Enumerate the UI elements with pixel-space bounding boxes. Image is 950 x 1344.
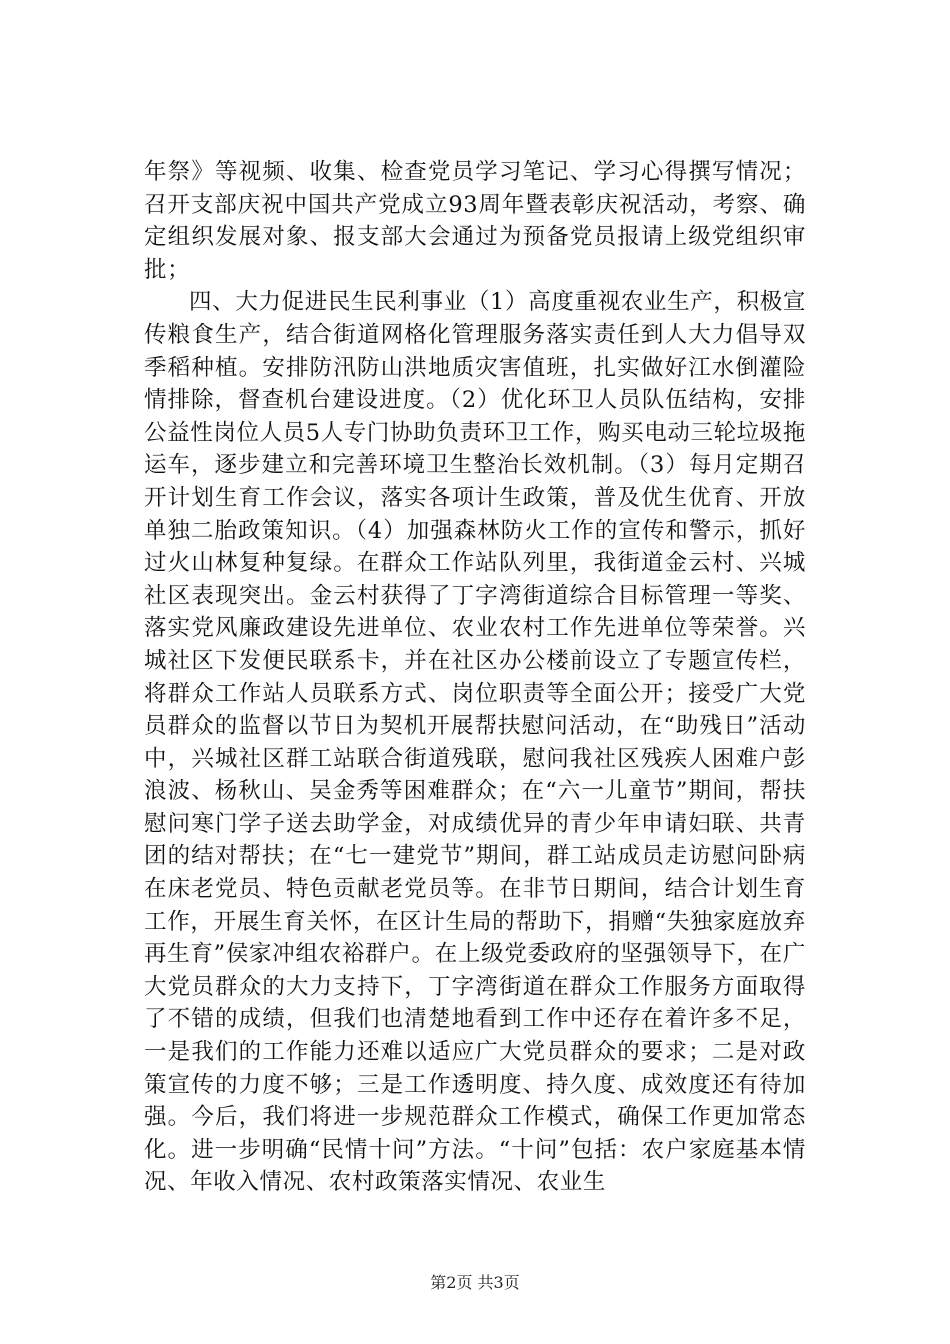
paragraph-continuation: 年祭》等视频、收集、检查党员学习笔记、学习心得撰写情况；召开支部庆祝中国共产党成立93周年暨表彰庆祝活动，考察、确定组织发展对象、报支部大会通过为预备党员报请上级党组织审批； bbox=[144, 159, 806, 283]
page-footer: 第2页 共3页 bbox=[430, 1273, 520, 1292]
paragraph-section-four: 四、大力促进民生民利事业（1）高度重视农业生产，积极宣传粮食生产，结合街道网格化管理服务落实责任到人大力倡导双季稻种植。安排防汛防山洪地质灾害值班，扎实做好江水倒灌险情排除，督查机台建设进度。（2）优化环卫人员队伍结构，安排公益性岗位人员5人专门协助负责环卫工作，购买电动三轮垃圾拖运车，逐步建立和完善环境卫生整治长效机制。（3）每月定期召开计划生育工作会议，落实各项计生政策，普及优生优育、开放单独二胎政策知识。（4）加强森林防火工作的宣传和警示，抓好过火山林复种复绿。在群众工作站队列里，我街道金云村、兴城社区表现突出。金云村获得了丁字湾街道综合目标管理一等奖、落实党风廉政建设先进单位、农业农村工作先进单位等荣誉。兴城社区下发便民联系卡，并在社区办公楼前设立了专题宣传栏，将群众工作站人员联系方式、岗位职责等全面公开；接受广大党员群众的监督以节日为契机开展帮扶慰问活动，在“助残日”活动中，兴城社区群工站联合街道残联，慰问我社区残疾人困难户彭浪波、杨秋山、吴金秀等困难群众；在“六一儿童节”期间，帮扶慰问寒门学子送去助学金，对成绩优异的青少年申请妇联、共青团的结对帮扶；在“七一建党节”期间，群工站成员走访慰问卧病在床老党员、特色贡献老党员等。在非节日期间，结合计划生育工作，开展生育关怀，在区计生局的帮助下，捐赠“失独家庭放弃再生育”侯家冲组农裕群户。在上级党委政府的坚强领导下，在广大党员群众的大力支持下，丁字湾街道在群众工作服务方面取得了不错的成绩，但我们也清楚地看到工作中还存在着许多不足，一是我们的工作能力还难以适应广大党员群众的要求；二是对政策宣传的力度不够；三是工作透明度、持久度、成效度还有待加强。今后，我们将进一步规范群众工作模式，确保工作更加常态化。进一步明确“民情十问”方法。“十问”包括：农户家庭基本情况、年收入情况、农村政策落实情况、农业生 bbox=[144, 289, 806, 1196]
document-body bbox=[144, 156, 806, 1199]
